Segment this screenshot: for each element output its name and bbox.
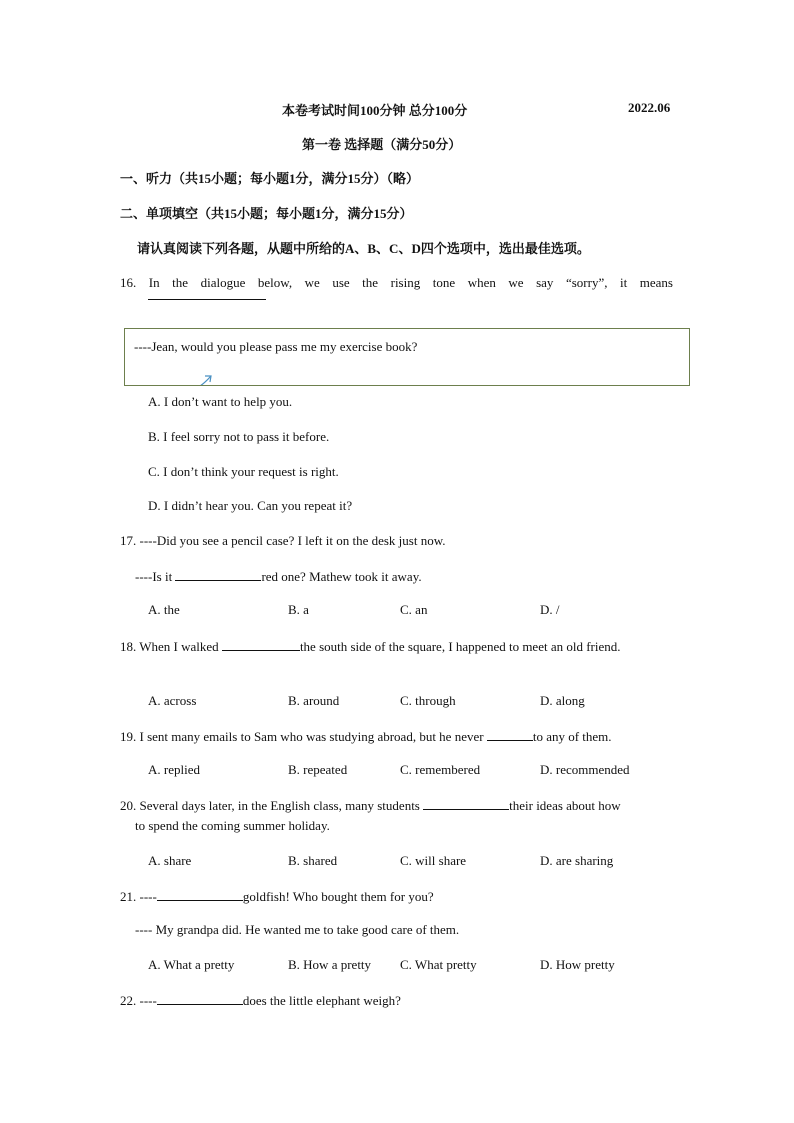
- q21-line2: ---- My grandpa did. He wanted me to take good care of them.: [135, 922, 460, 937]
- q20-option-b: B. shared: [288, 853, 338, 868]
- q16-stem: 16. In the dialogue below, we use the rising tone when we say “sorry”, it means: [120, 275, 673, 290]
- q17-line1: 17. ----Did you see a pencil case? I left it on the desk just now.: [120, 533, 446, 548]
- q17-line2-post: red one? Mathew took it away.: [261, 569, 422, 584]
- q19-option-c: C. remembered: [400, 762, 481, 777]
- part-title: 第一卷 选择题（满分50分）: [302, 137, 462, 152]
- q17-blank: [175, 568, 261, 581]
- q18-blank: [222, 638, 300, 651]
- q19-option-a: A. replied: [148, 762, 200, 777]
- q19-stem: [120, 728, 612, 745]
- q21-post: goldfish! Who bought them for you?: [242, 889, 434, 904]
- q18-post: the south side of the square, I happened to meet an old friend.: [299, 639, 621, 654]
- q20-post: their ideas about how: [509, 798, 621, 813]
- q21-pre: 21. ----: [120, 889, 157, 904]
- q18-option-a: A. across: [148, 693, 197, 708]
- q21-option-b: B. How a pretty: [288, 957, 372, 972]
- q20-line2: to spend the coming summer holiday.: [135, 818, 330, 833]
- q19-post: to any of them.: [532, 729, 612, 744]
- q16-option-d: D. I didn’t hear you. Can you repeat it?: [148, 498, 353, 513]
- exam-date: 2022.06: [628, 100, 671, 115]
- q18-stem: [120, 636, 673, 657]
- instruction: 请认真阅读下列各题，从题中所给的A、B、C、D四个选项中，选出最佳选项。: [137, 241, 590, 256]
- q19-pre: 19. I sent many emails to Sam who was studying abroad, but he never: [120, 729, 487, 744]
- section-single-choice: 二、单项填空（共15小题；每小题1分，满分15分）: [120, 206, 413, 221]
- q16-answer-blank: [148, 299, 266, 300]
- q17-line2-pre: ----Is it: [135, 569, 176, 584]
- q22-pre: 22. ----: [120, 993, 157, 1008]
- q20-pre: 20. Several days later, in the English class, many students: [120, 798, 424, 813]
- q21-option-c: C. What pretty: [400, 957, 477, 972]
- q18-pre: 18. When I walked: [120, 639, 222, 654]
- q18-option-d: D. along: [540, 693, 585, 708]
- q16-dialog-line1: ----Jean, would you please pass me my exercise book?: [134, 339, 418, 354]
- q18-option-b: B. around: [288, 693, 340, 708]
- q17-option-b: B. a: [288, 602, 309, 617]
- q17-option-a: A. the: [148, 602, 180, 617]
- rising-arrow-icon: [192, 372, 216, 386]
- q17-option-c: C. an: [400, 602, 428, 617]
- q20-line1: [120, 797, 621, 814]
- q17-option-d: D. /: [540, 602, 560, 617]
- q20-option-a: A. share: [148, 853, 192, 868]
- q21-option-d: D. How pretty: [540, 957, 615, 972]
- q16-option-b: B. I feel sorry not to pass it before.: [148, 429, 330, 444]
- q18-option-c: C. through: [400, 693, 456, 708]
- q22-blank: [157, 992, 243, 1005]
- exam-info: 本卷考试时间100分钟 总分100分: [282, 103, 468, 118]
- q19-option-b: B. repeated: [288, 762, 348, 777]
- q16-option-c: C. I don’t think your request is right.: [148, 464, 339, 479]
- q22-line1: [120, 992, 401, 1009]
- q19-blank: [487, 728, 533, 741]
- q21-blank: [157, 888, 243, 901]
- q21-line1: [120, 888, 434, 905]
- q20-option-c: C. will share: [400, 853, 467, 868]
- q20-option-d: D. are sharing: [540, 853, 614, 868]
- q16-dialog-box: [124, 328, 690, 386]
- q17-line2: [135, 568, 422, 585]
- q22-post: does the little elephant weigh?: [242, 993, 401, 1008]
- q16-option-a: A. I don’t want to help you.: [148, 394, 293, 409]
- section-listening: 一、听力（共15小题；每小题1分，满分15分）（略）: [120, 171, 420, 186]
- q20-blank: [423, 797, 509, 810]
- q21-option-a: A. What a pretty: [148, 957, 235, 972]
- q16-dialog-line2: [134, 372, 220, 386]
- q19-option-d: D. recommended: [540, 762, 630, 777]
